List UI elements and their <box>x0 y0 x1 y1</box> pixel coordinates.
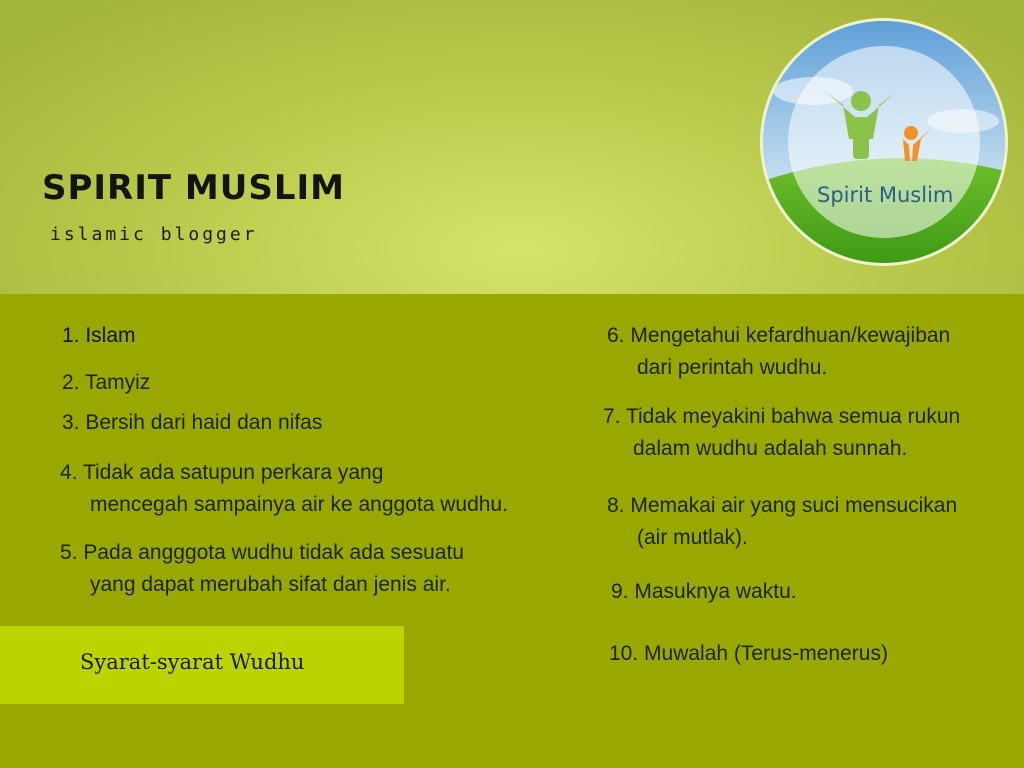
list-item-text: 4. Tidak ada satupun perkara yang <box>60 461 384 484</box>
list-item-continuation: dalam wudhu adalah sunnah. <box>633 437 908 460</box>
list-item-text: 9. Masuknya waktu. <box>611 580 797 603</box>
list-item <box>609 638 888 670</box>
list-item <box>62 407 322 439</box>
list-item-text: 2. Tamyiz <box>62 371 151 394</box>
list-item <box>60 457 508 521</box>
small-figure-head-icon <box>904 126 918 140</box>
list-item-continuation: (air mutlak). <box>637 526 748 549</box>
list-item <box>603 401 960 465</box>
logo-graphic <box>763 21 1005 263</box>
list-item-text: 8. Memakai air yang suci mensucikan <box>607 494 958 517</box>
list-item-continuation: mencegah sampainya air ke anggota wudhu. <box>90 493 508 516</box>
brand-title: SPIRIT MUSLIM <box>42 168 345 208</box>
spirit-muslim-logo <box>760 18 1008 266</box>
list-item-text: 5. Pada angggota wudhu tidak ada sesuatu <box>60 541 464 564</box>
list-item-text: 10. Muwalah (Terus-menerus) <box>609 642 888 665</box>
list-item-text: 3. Bersih dari haid dan nifas <box>62 411 323 434</box>
list-item-text: 6. Mengetahui kefardhuan/kewajiban <box>607 324 951 347</box>
list-item <box>607 320 950 384</box>
section-label-box <box>0 626 404 704</box>
list-item-continuation: yang dapat merubah sifat dan jenis air. <box>90 573 451 596</box>
figure-head-icon <box>851 91 871 111</box>
section-label: Syarat-syarat Wudhu <box>80 650 305 674</box>
list-item-text: 7. Tidak meyakini bahwa semua rukun <box>603 405 961 428</box>
list-item <box>62 367 150 399</box>
brand-subtitle: islamic blogger <box>50 224 258 245</box>
header-banner <box>0 0 1024 294</box>
list-item <box>60 537 464 601</box>
list-item <box>611 576 797 608</box>
logo-text: Spirit Muslim <box>817 183 954 207</box>
list-item-text: 1. Islam <box>62 324 136 347</box>
list-item <box>607 490 957 554</box>
list-item-continuation: dari perintah wudhu. <box>637 356 828 379</box>
list-item <box>62 320 136 352</box>
